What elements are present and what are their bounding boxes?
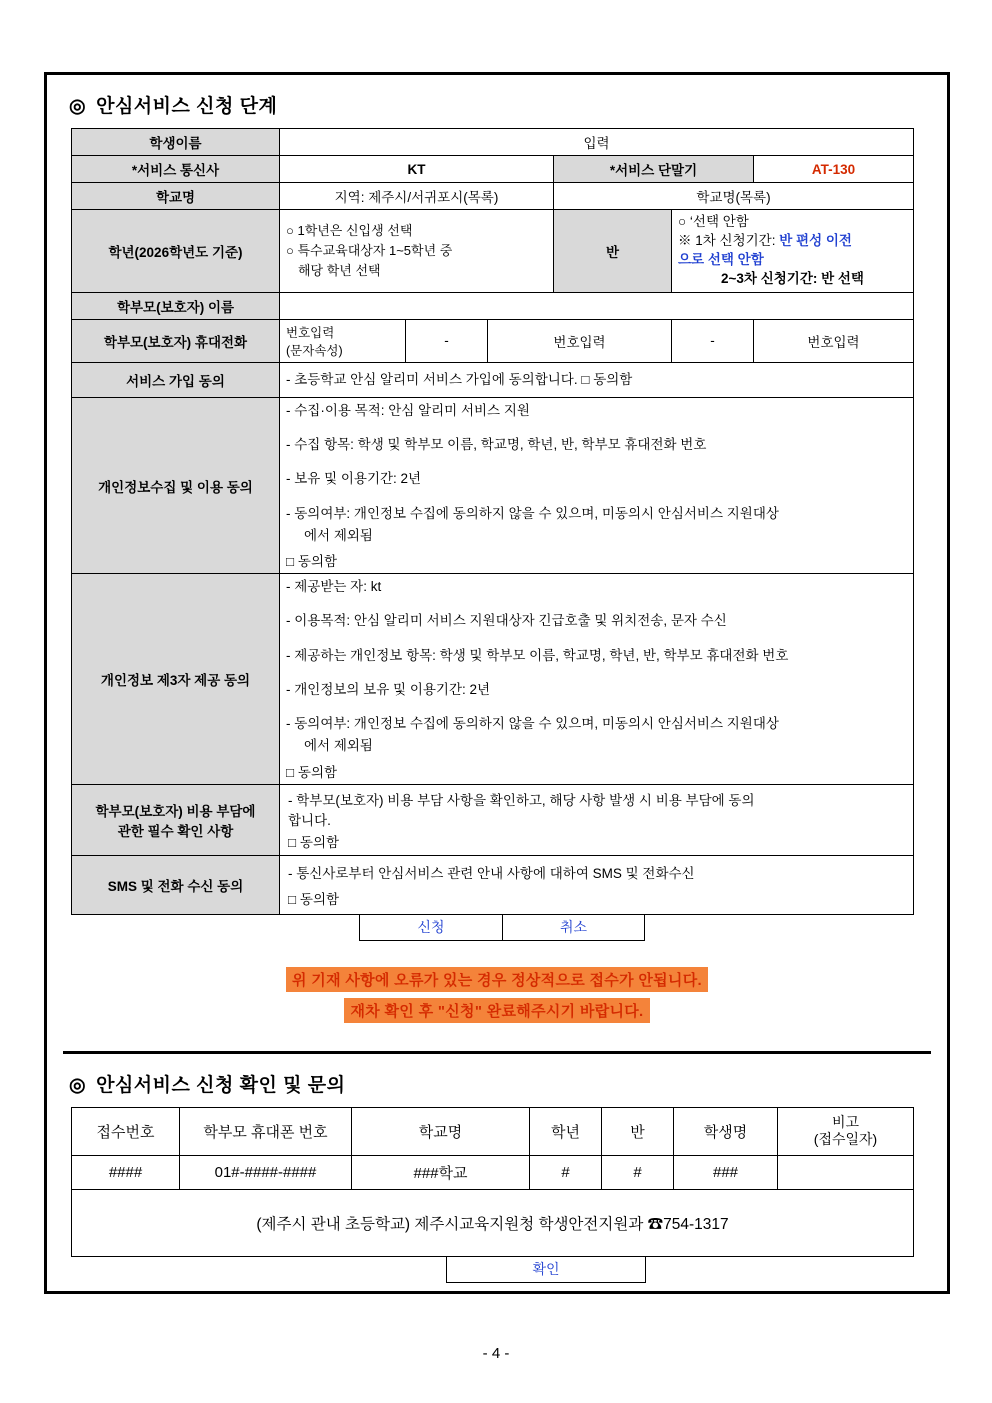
class-options[interactable]: [672, 210, 914, 293]
table-row-student-name: [72, 129, 914, 156]
confirm-header-2: 학교명: [352, 1107, 530, 1155]
third-party-item-3: - 개인정보의 보유 및 이용기간: 2년: [286, 681, 491, 697]
warning-line-1: 위 기재 사항에 오류가 있는 경우 정상적으로 접수가 안됩니다.: [286, 967, 708, 992]
grade-option-2b: 해당 학년 선택: [298, 262, 381, 278]
document-page: [44, 72, 950, 1294]
confirm-header-5: 학생명: [674, 1107, 778, 1155]
grade-label: 학년(2026학년도 기준): [72, 210, 280, 293]
confirm-value-5: ###: [674, 1155, 778, 1189]
service-join-agreement[interactable]: - 초등학교 안심 알리미 서비스 가입에 동의합니다. □ 동의함: [280, 362, 914, 397]
confirm-header-4: 반: [602, 1107, 674, 1155]
device-label: *서비스 단말기: [554, 156, 754, 183]
class-note-1-blue: 반 편성 이전: [779, 232, 852, 248]
phone-part1-line2: (문자속성): [286, 343, 343, 358]
form-button-row: [71, 915, 913, 941]
warning-line-2: 재차 확인 후 "신청" 완료해주시기 바랍니다.: [344, 998, 649, 1023]
class-note-1-prefix: ※ 1차 신청기간:: [678, 232, 776, 248]
class-option-1: ○ ‘선택 안함: [678, 214, 749, 229]
sms-consent-text: - 통신사로부터 안심서비스 관련 안내 사항에 대하여 SMS 및 전화수신: [288, 865, 695, 881]
cost-consent-checkbox[interactable]: □ 동의함: [288, 834, 340, 850]
phone-dash-1: -: [406, 319, 488, 362]
table-row-parent-name: [72, 292, 914, 319]
phone-part3-input[interactable]: 번호입력: [754, 319, 914, 362]
cost-consent-content: [280, 784, 914, 855]
class-label: 반: [554, 210, 672, 293]
confirmation-table: [71, 1107, 914, 1257]
cost-consent-label: [72, 784, 280, 855]
section2-title-text: 안심서비스 신청 확인 및 문의: [96, 1074, 346, 1096]
privacy-item-4: 에서 제외됨: [304, 527, 373, 543]
privacy-consent-checkbox[interactable]: □ 동의함: [286, 554, 338, 570]
table-row-third-party-consent: [72, 574, 914, 785]
confirm-value-2: ###학교: [352, 1155, 530, 1189]
table-row-cost-consent: [72, 784, 914, 855]
phone-dash-2: -: [672, 319, 754, 362]
contact-note: (제주시 관내 초등학교) 제주시교육지원청 학생안전지원과 ☎754-1317: [72, 1189, 914, 1256]
student-name-label: 학생이름: [72, 129, 280, 156]
warning-block: [63, 967, 931, 1029]
sms-consent-label: SMS 및 전화 수신 동의: [72, 855, 280, 914]
third-party-consent-label: 개인정보 제3자 제공 동의: [72, 574, 280, 785]
section1-title: [69, 91, 931, 118]
privacy-item-0: - 수집·이용 목적: 안심 알리미 서비스 지원: [286, 402, 530, 418]
third-party-item-1: - 이용목적: 안심 알리미 서비스 지원대상자 긴급호출 및 위치전송, 문자 수신: [286, 613, 727, 629]
section2-mark: ◎: [69, 1074, 87, 1096]
table-row-parent-phone: [72, 319, 914, 362]
confirm-button-spacer: [71, 1257, 446, 1283]
apply-button[interactable]: 신청: [359, 915, 502, 941]
confirm-button-row: [71, 1257, 913, 1283]
phone-part1-line1: 번호입력: [286, 325, 335, 340]
school-name-select[interactable]: 학교명(목록): [554, 183, 914, 210]
cancel-button[interactable]: 취소: [502, 915, 645, 941]
third-party-item-4: - 동의여부: 개인정보 수집에 동의하지 않을 수 있으며, 미동의시 안심서비스 지원대상: [286, 716, 779, 732]
section1-title-text: 안심서비스 신청 단계: [96, 96, 278, 117]
page-inner: [47, 75, 947, 1293]
cost-consent-label-line2: 관한 필수 확인 사항: [117, 823, 234, 839]
table-row-school: [72, 183, 914, 210]
privacy-consent-label: 개인정보수집 및 이용 동의: [72, 397, 280, 573]
third-party-item-5: 에서 제외됨: [304, 738, 373, 754]
confirm-header-1: 학부모 휴대폰 번호: [180, 1107, 352, 1155]
sms-consent-content: [280, 855, 914, 914]
table-row-privacy-consent: [72, 397, 914, 573]
table-row-carrier: [72, 156, 914, 183]
section2-title: [69, 1070, 931, 1097]
table-row-sms-consent: [72, 855, 914, 914]
application-form-table: [71, 128, 914, 915]
confirm-header-0: 접수번호: [72, 1107, 180, 1155]
device-value: AT-130: [754, 156, 914, 183]
confirm-value-6: [778, 1155, 914, 1189]
parent-name-label: 학부모(보호자) 이름: [72, 292, 280, 319]
school-label: 학교명: [72, 183, 280, 210]
privacy-item-3: - 동의여부: 개인정보 수집에 동의하지 않을 수 있으며, 미동의시 안심서비스 지원대상: [286, 505, 779, 521]
carrier-label: *서비스 통신사: [72, 156, 280, 183]
section-divider: [63, 1051, 931, 1054]
school-region-select[interactable]: 지역: 제주시/서귀포시(목록): [280, 183, 554, 210]
class-note-2: 2~3차 신청기간: 반 선택: [721, 270, 864, 286]
confirm-header-6-line1: 비고: [831, 1113, 860, 1130]
privacy-consent-content: [280, 397, 914, 573]
page-number: - 4 -: [482, 1345, 510, 1362]
parent-phone-label: 학부모(보호자) 휴대전화: [72, 319, 280, 362]
cost-consent-text-2: 합니다.: [288, 812, 331, 828]
confirm-header-3: 학년: [530, 1107, 602, 1155]
grade-option-1: ○ 1학년은 신입생 선택: [286, 223, 413, 239]
confirm-header-6: [778, 1107, 914, 1155]
third-party-item-0: - 제공받는 자: kt: [286, 579, 382, 595]
confirm-value-3: #: [530, 1155, 602, 1189]
cost-consent-text-1: - 학부모(보호자) 비용 부담 사항을 확인하고, 해당 사항 발생 시 비용 부담에 동의: [288, 792, 755, 808]
phone-part2-input[interactable]: 번호입력: [488, 319, 672, 362]
confirm-value-4: #: [602, 1155, 674, 1189]
privacy-item-2: - 보유 및 이용기간: 2년: [286, 471, 422, 487]
third-party-item-2: - 제공하는 개인정보 항목: 학생 및 학부모 이름, 학교명, 학년, 반, 학부모 휴대전화 번호: [286, 647, 789, 663]
cost-consent-label-line1: 학부모(보호자) 비용 부담에: [95, 803, 256, 819]
third-party-consent-content: [280, 574, 914, 785]
button-row-spacer: [71, 915, 359, 941]
confirm-header-6-line2: (접수일자): [813, 1131, 878, 1148]
grade-option-2: ○ 특수교육대상자 1~5학년 중: [286, 243, 453, 258]
sms-consent-checkbox[interactable]: □ 동의함: [288, 891, 340, 907]
grade-options[interactable]: [280, 210, 554, 293]
carrier-select[interactable]: KT: [280, 156, 554, 183]
phone-part1-input[interactable]: [280, 319, 406, 362]
confirm-value-row: [72, 1155, 914, 1189]
privacy-item-1: - 수집 항목: 학생 및 학부모 이름, 학교명, 학년, 반, 학부모 휴대전화 번호: [286, 437, 707, 453]
third-party-consent-checkbox[interactable]: □ 동의함: [286, 764, 338, 780]
confirm-button[interactable]: 확인: [446, 1257, 646, 1283]
service-join-label: 서비스 가입 동의: [72, 362, 280, 397]
table-row-service-join: [72, 362, 914, 397]
class-note-1: [678, 232, 907, 251]
confirm-value-0: ####: [72, 1155, 180, 1189]
table-row-grade: [72, 210, 914, 293]
confirm-header-row: [72, 1107, 914, 1155]
confirm-value-1: 01#-####-####: [180, 1155, 352, 1189]
class-note-1-blue2: 으로 선택 안함: [678, 251, 764, 267]
confirm-note-row: [72, 1189, 914, 1256]
parent-name-input[interactable]: [280, 292, 914, 319]
student-name-input[interactable]: 입력: [280, 129, 914, 156]
section1-mark: ◎: [69, 96, 87, 117]
